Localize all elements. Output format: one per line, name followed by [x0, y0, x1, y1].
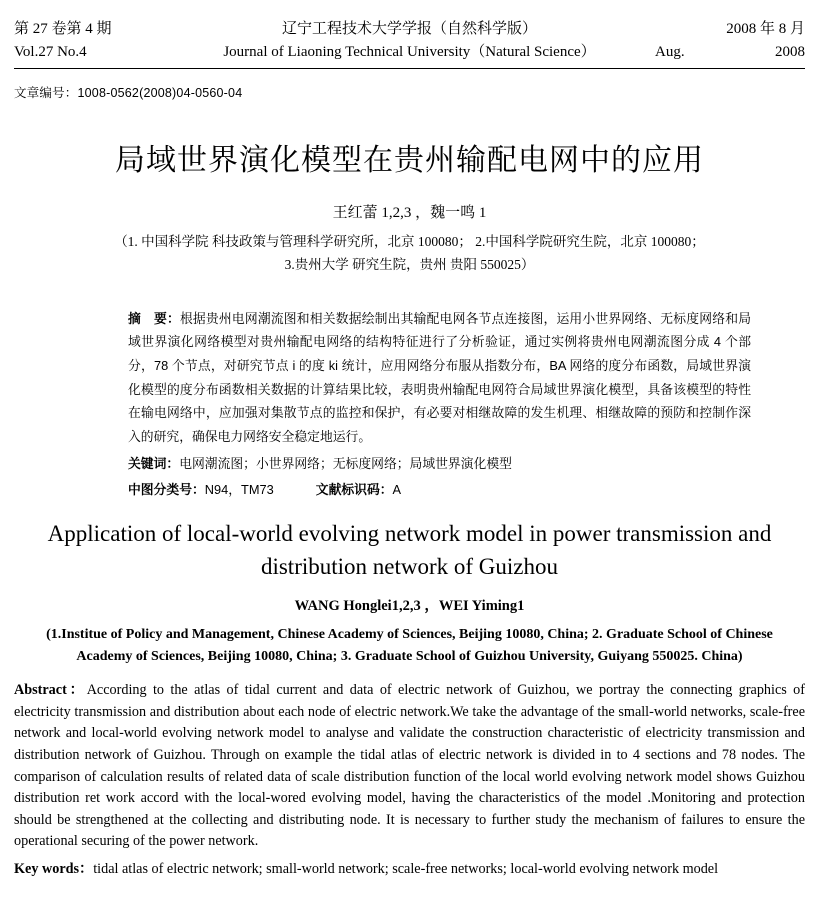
issue-month-en: Aug.: [655, 44, 685, 61]
clc-value: N94，TM73: [204, 481, 274, 497]
journal-title-en: Journal of Liaoning Technical University（Natural Science）: [223, 44, 596, 61]
affiliation-cn-line-1: （1. 中国科学院 科技政策与管理科学研究所，北京 100080； 2.中国科学院研究生院，北京 100080；: [114, 233, 705, 249]
doc-code-value: A: [392, 481, 402, 497]
volume-issue-en: Vol.27 No.4: [14, 44, 87, 61]
authors-cn: 王红蕾 1,2,3 ，魏一鸣 1: [332, 204, 487, 221]
abstract-en: [14, 680, 805, 853]
running-head: [14, 18, 805, 69]
issue-date-en: [655, 41, 805, 64]
keywords-en-text: tidal atlas of electric network; small-world network; scale-free networks; local-world evolving network model: [93, 860, 719, 877]
article-number: 文章编号：1008-0562(2008)04-0560-04: [14, 85, 243, 100]
affiliation-en: (1.Institue of Policy and Management, Chinese Academy of Sciences, Beijing 10080, China; 2. Graduate School of Chinese Academy of Sciences, Beijing 10080, China; 3. Graduate School of Guizhou University, Guiyang 550025. China): [46, 626, 773, 664]
page-title-en: Application of local-world evolving network model in power transmission and distribution network of Guizhou: [47, 520, 772, 580]
keywords-cn: [128, 452, 751, 475]
journal-title-cn: 辽宁工程技术大学学报（自然科学版）: [281, 21, 537, 37]
running-head-row-bottom: [14, 41, 805, 64]
issue-date-cn: 2008 年 8 月: [726, 21, 805, 37]
clc-label: 中图分类号：: [128, 481, 205, 497]
abstract-cn-text: 根据贵州电网潮流图和相关数据绘制出其输配电网各节点连接图，运用小世界网络、无标度网络和局域世界演化网络模型对贵州输配电网络的结构特征进行了分析验证，通过实例将贵州电网潮流图分成 4 个部分，78 个节点，对研究节点 i 的度 ki 统计，应用网络分布服从指数分布，BA 网络的度分布函数，局域世界演化模型的度分布函数相关数据的计算结果比较，表明贵州输配电网符合局域世界演化模型，具备该模型的特性在输电网络中，应加强对集散节点的监控和保护，有必要对相继故障的发生机理、相继故障的预防和控制作深入的研究，确保电力网络安全稳定地运行。: [128, 310, 752, 445]
running-head-row-top: [14, 18, 805, 41]
authors-en: WANG Honglei1,2,3 ，WEI Yiming1: [294, 597, 525, 614]
volume-issue-cn: 第 27 卷第 4 期: [14, 21, 112, 37]
abstract-en-label: Abstract：: [14, 682, 87, 699]
abstract-cn: [128, 307, 751, 501]
page-title-cn: 局域世界演化模型在贵州输配电网中的应用: [115, 143, 704, 177]
issue-year-en: 2008: [775, 44, 805, 61]
abstract-cn-label: 摘 要：: [128, 310, 180, 326]
keywords-cn-label: 关键词：: [128, 455, 180, 471]
affiliation-cn: [0, 230, 819, 277]
keywords-en: [14, 859, 805, 881]
journal-page: [0, 18, 819, 910]
classification-cn: [128, 478, 751, 501]
keywords-en-label: Key words：: [14, 860, 94, 877]
affiliation-cn-line-2: 3.贵州大学 研究生院，贵州 贵阳 550025）: [284, 257, 535, 273]
keywords-cn-text: 电网潮流图；小世界网络；无标度网络；局域世界演化模型: [179, 455, 512, 471]
abstract-en-text: According to the atlas of tidal current and data of electric network of Guizhou, we portray the connecting graphics of electricity transmission and distribution about each node of electric network.We take the advantage of the small-world networks, scale-free network and local-world evolving network model to analyse and validate the construction characteristic of electricity transmission and distribution network of Guizhou. Through on example the tidal atlas of electric network is divided in to 4 sections and 78 nodes. The comparison of calculation results of related data of scale distribution function of the local world evolving network model shows Guizhou distribution ret work accord with the local-wored evolving model, having the characteristics of the model .Monitoring and protection should be strengthened at the collecting and distributing node. It is necessary to further study the mechanism of failures to ensure the operational securing of the power network.: [14, 682, 806, 850]
header-divider: [14, 68, 805, 69]
doc-code-label: 文献标识码：: [315, 481, 393, 497]
